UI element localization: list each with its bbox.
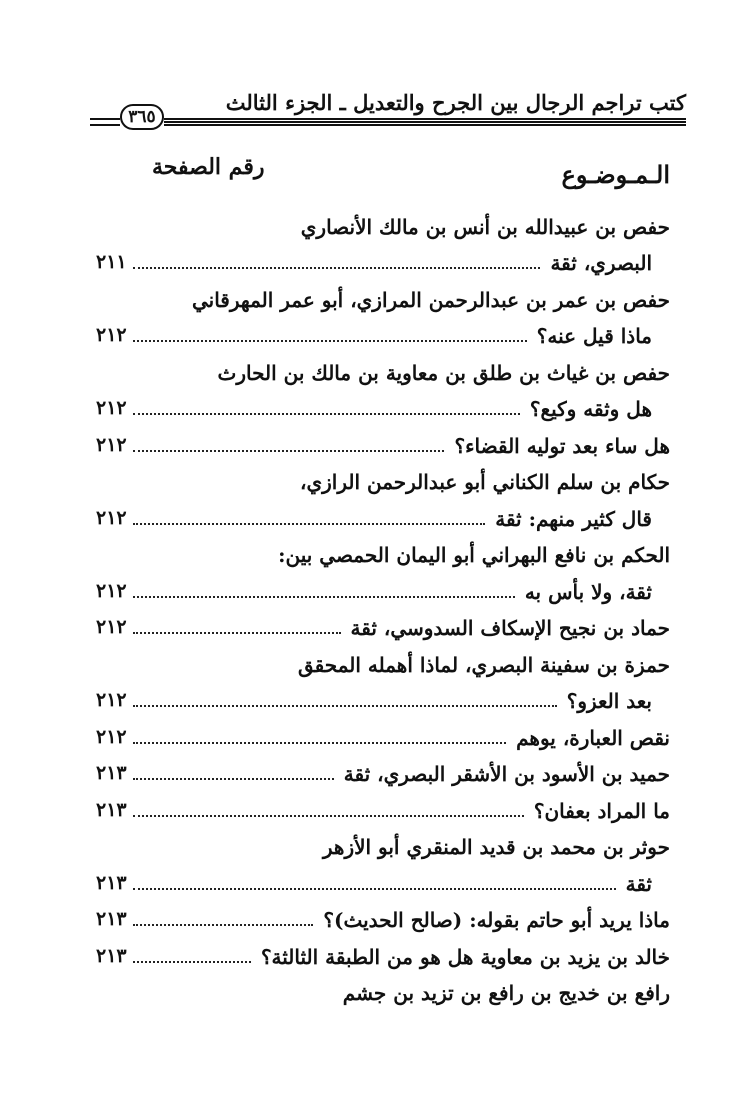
entry-page-number: ٢١٢	[96, 506, 127, 529]
entry-topic: حوثر بن محمد بن قديد المنقري أبو الأزهر	[322, 835, 670, 859]
index-entry	[96, 206, 670, 243]
index-entry	[96, 316, 670, 353]
index-entry	[96, 681, 670, 718]
index-entry	[96, 462, 670, 499]
entry-page-number: ٢١٣	[96, 762, 127, 784]
dot-leader	[133, 450, 444, 452]
entry-page-number: ٢١١	[96, 251, 127, 273]
entry-page-number: ٢١٣	[96, 871, 127, 894]
entry-page-number: ٢١٣	[96, 798, 127, 821]
entry-topic: حكام بن سلم الكناني أبو عبدالرحمن الرازي،	[300, 470, 670, 494]
entry-topic: ما المراد بعفان؟	[533, 798, 670, 823]
index-entry	[96, 608, 670, 645]
entry-topic: رافع بن خديج بن رافع بن تزيد بن جشم	[342, 981, 670, 1005]
dot-leader	[133, 742, 506, 744]
entry-page-number: ٢١٢	[96, 579, 127, 602]
entry-topic: حماد بن نجيح الإسكاف السدوسي، ثقة	[350, 616, 670, 640]
index-entry	[96, 717, 670, 754]
index-entry	[96, 754, 670, 791]
index-entry	[96, 498, 670, 535]
entry-page-number: ٢١٣	[96, 944, 127, 967]
dot-leader	[133, 632, 341, 634]
entry-topic: البصري، ثقة	[550, 251, 652, 275]
entry-topic: هل ساء بعد توليه القضاء؟	[454, 433, 670, 458]
entry-topic: قال كثير منهم: ثقة	[495, 506, 652, 531]
entry-topic: حفص بن غياث بن طلق بن معاوية بن مالك بن الحارث	[217, 360, 670, 385]
dot-leader	[133, 778, 334, 780]
dot-leader	[133, 413, 520, 415]
entry-page-number: ٢١٢	[96, 397, 127, 419]
dot-leader	[133, 924, 313, 926]
dot-leader	[133, 523, 485, 525]
entry-topic: هل وثقه وكيع؟	[529, 397, 652, 421]
index-entry	[96, 352, 670, 389]
index-entry	[96, 790, 670, 827]
index-entry	[96, 243, 670, 280]
dot-leader	[133, 815, 524, 817]
dot-leader	[133, 267, 540, 269]
entry-topic: نقص العبارة، يوهم	[516, 725, 670, 750]
entry-topic: ثقة	[625, 871, 652, 896]
dot-leader	[133, 596, 515, 598]
index-entry	[96, 425, 670, 462]
entry-page-number: ٢١٢	[96, 689, 127, 711]
dot-leader	[133, 705, 557, 707]
entry-page-number: ٢١٢	[96, 433, 127, 456]
entry-topic: حفص بن عمر بن عبدالرحمن المرازي، أبو عمر المهرقاني	[191, 287, 670, 312]
entry-topic: حميد بن الأسود بن الأشقر البصري، ثقة	[343, 762, 670, 786]
book-title: كتب تراجم الرجال بين الجرح والتعديل ـ الجزء الثالث	[225, 90, 686, 115]
entry-topic: الحكم بن نافع البهراني أبو اليمان الحمصي بين:	[278, 543, 670, 567]
entry-topic: حمزة بن سفينة البصري، لماذا أهمله المحقق	[298, 652, 670, 677]
header-rule-short	[90, 118, 120, 126]
running-header	[86, 88, 686, 128]
index-entry	[96, 535, 670, 572]
index-entry	[96, 644, 670, 681]
entry-topic: ثقة، ولا بأس به	[524, 579, 652, 604]
dot-leader	[133, 888, 616, 890]
header-rule	[164, 118, 686, 126]
entry-topic: خالد بن يزيد بن معاوية هل هو من الطبقة الثالثة؟	[260, 944, 670, 969]
dot-leader	[133, 961, 251, 963]
entry-page-number: ٢١٢	[96, 324, 127, 346]
page-column-heading: رقم الصفحة	[152, 154, 265, 180]
entry-topic: ماذا يريد أبو حاتم بقوله: (صالح الحديث)؟	[323, 908, 670, 932]
page-number: ٣٦٥	[120, 104, 164, 130]
entry-topic: حفص بن عبيدالله بن أنس بن مالك الأنصاري	[300, 214, 670, 239]
index-entry	[96, 827, 670, 864]
index-entry	[96, 900, 670, 937]
topic-column-heading: الـمـوضـوع	[561, 160, 670, 189]
entry-topic: ماذا قيل عنه؟	[536, 324, 652, 348]
index-entries	[96, 206, 670, 1009]
index-entry	[96, 936, 670, 973]
entry-page-number: ٢١٣	[96, 908, 127, 930]
dot-leader	[133, 340, 527, 342]
index-entry	[96, 389, 670, 426]
index-entry	[96, 279, 670, 316]
entry-page-number: ٢١٢	[96, 725, 127, 748]
index-entry	[96, 973, 670, 1010]
entry-page-number: ٢١٢	[96, 616, 127, 638]
index-entry	[96, 863, 670, 900]
entry-topic: بعد العزو؟	[566, 689, 652, 713]
index-entry	[96, 571, 670, 608]
